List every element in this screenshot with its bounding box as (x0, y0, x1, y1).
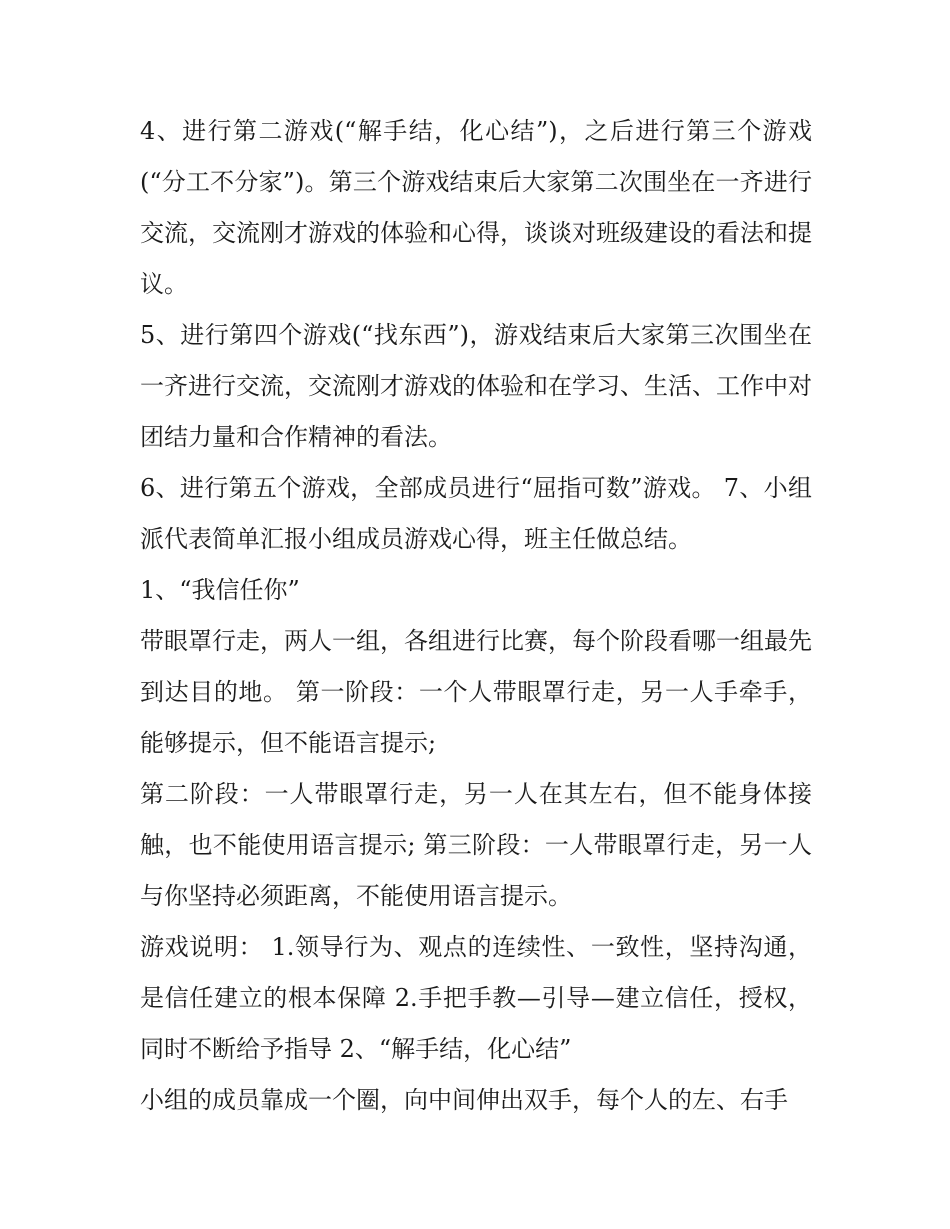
paragraph-step-4: 4、进行第二游戏(“解手结，化心结”)，之后进行第三个游戏(“分工不分家”)。第三个游戏结束后大家第二次围坐在一齐进行交流，交流刚才游戏的体验和心得，谈谈对班级建设的看法和提议。 (140, 117, 812, 298)
paragraph-blindfold-stage-1: 带眼罩行走，两人一组，各组进行比赛，每个阶段看哪一组最先到达目的地。 第一阶段：一个人带眼罩行走，另一人手牵手，能够提示，但不能语言提示; (140, 627, 812, 757)
document-body (140, 106, 812, 1126)
paragraph-hand-knot-game: 小组的成员靠成一个圈，向中间伸出双手，每个人的左、右手 (140, 1086, 788, 1114)
paragraph-step-5: 5、进行第四个游戏(“找东西”)，游戏结束后大家第三次围坐在一齐进行交流，交流刚才游戏的体验和在学习、生活、工作中对团结力量和合作精神的看法。 (140, 321, 812, 451)
paragraph-game-explanation: 游戏说明： 1.领导行为、观点的连续性、一致性，坚持沟通，是信任建立的根本保障 2.手把手教—引导—建立信任，授权，同时不断给予指导 2、“解手结，化心结” (140, 933, 812, 1063)
section-heading-trust-game: 1、“我信任你” (140, 576, 300, 604)
paragraph-step-6-7: 6、进行第五个游戏，全部成员进行“屈指可数”游戏。 7、小组派代表简单汇报小组成员游戏心得，班主任做总结。 (140, 474, 812, 553)
paragraph-blindfold-stage-2-3: 第二阶段：一人带眼罩行走，另一人在其左右，但不能身体接触，也不能使用语言提示; 第三阶段：一人带眼罩行走，另一人与你坚持必须距离，不能使用语言提示。 (140, 780, 812, 910)
